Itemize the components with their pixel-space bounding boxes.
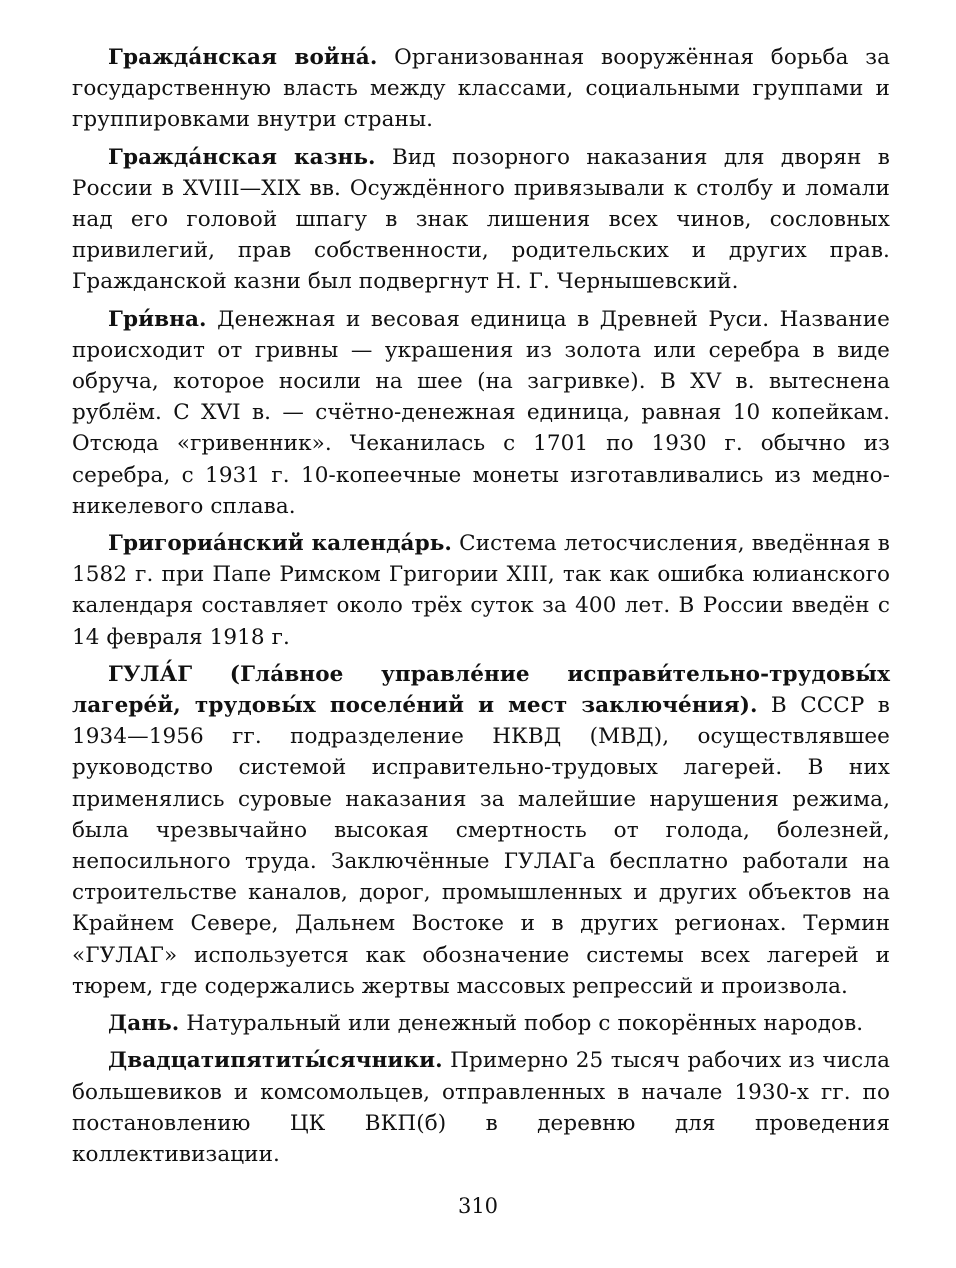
glossary-entry-gregorian-calendar bbox=[72, 528, 890, 653]
entry-term: Гражда́нская казнь. bbox=[108, 144, 376, 170]
entry-definition: Примерно 25 тысяч рабочих из числа большевиков и комсомольцев, отправленных в начале 1930-х гг. по постановлению ЦК ВКП(б) в деревню для проведения коллективизации. bbox=[72, 1048, 890, 1167]
entry-definition: Организованная вооружённая борьба за государственную власть между классами, социальными группами и группировками внутри страны. bbox=[72, 45, 890, 133]
entry-definition: Система летосчисления, введённая в 1582 г. при Папе Римском Григории XIII, так как ошибка юлианского календаря составляет около трёх суток за 400 лет. В России введён с 14 февраля 1918 г. bbox=[72, 531, 890, 650]
entry-definition: Натуральный или денежный побор с покорённых народов. bbox=[179, 1011, 864, 1037]
entry-term: Гри́вна. bbox=[108, 306, 207, 332]
entry-term: ГУЛА́Г (Гла́вное управле́ние исправи́тельно-трудовы́х лагере́й, трудовы́х поселе́ний и мест заключе́ния). bbox=[72, 661, 890, 719]
glossary-entry-twenty-five-thousanders bbox=[72, 1045, 890, 1170]
entry-definition: Денежная и весовая единица в Древней Руси. Название происходит от гривны — украшения из золота или серебра в виде обруча, которое носили на шее (на загривке). В XV в. вытеснена рублём. С XVI в. — счётно-денежная единица, равная 10 копейкам. Отсюда «гривенник». Чеканилась с 1701 по 1930 г. обычно из серебра, с 1931 г. 10-копеечные монеты изготавливались из медно-никелевого сплава. bbox=[72, 306, 890, 519]
entry-term: Дань. bbox=[108, 1011, 180, 1037]
glossary-entry-gulag bbox=[72, 659, 890, 1002]
glossary-entry-civil-execution bbox=[72, 142, 890, 298]
entry-definition: В СССР в 1934—1956 гг. подразделение НКВД (МВД), осуществлявшее руководство системой исправительно-трудовых лагерей. В них применялись суровые наказания за малейшие нарушения режима, была чрезвычайно высокая смертность от голода, болезней, непосильного труда. Заключённые ГУЛАГа бесплатно работали на строительстве каналов, дорог, промышленных и других объектов на Крайнем Севере, Дальнем Востоке и в других регионах. Термин «ГУЛАГ» используется как обозначение системы всех лагерей и тюрем, где содержались жертвы массовых репрессий и произвола. bbox=[72, 693, 890, 999]
glossary-entry-civil-war bbox=[72, 42, 890, 136]
glossary-entry-grivna bbox=[72, 304, 890, 522]
glossary-entry-tribute bbox=[72, 1008, 890, 1039]
entry-term: Гражда́нская война́. bbox=[108, 45, 378, 70]
glossary-page bbox=[72, 42, 890, 1176]
entry-term: Двадцатипятиты́сячники. bbox=[108, 1048, 443, 1074]
entry-definition: Вид позорного наказания для дворян в России в XVIII—XIX вв. Осуждённого привязывали к столбу и ломали над его головой шпагу в знак лишения всех чинов, сословных привилегий, прав собственности, родительских и других прав. Гражданской казни был подвергнут Н. Г. Чернышевский. bbox=[72, 144, 890, 295]
page-number: 310 bbox=[457, 1194, 499, 1218]
entry-term: Григориа́нский календа́рь. bbox=[108, 531, 452, 557]
